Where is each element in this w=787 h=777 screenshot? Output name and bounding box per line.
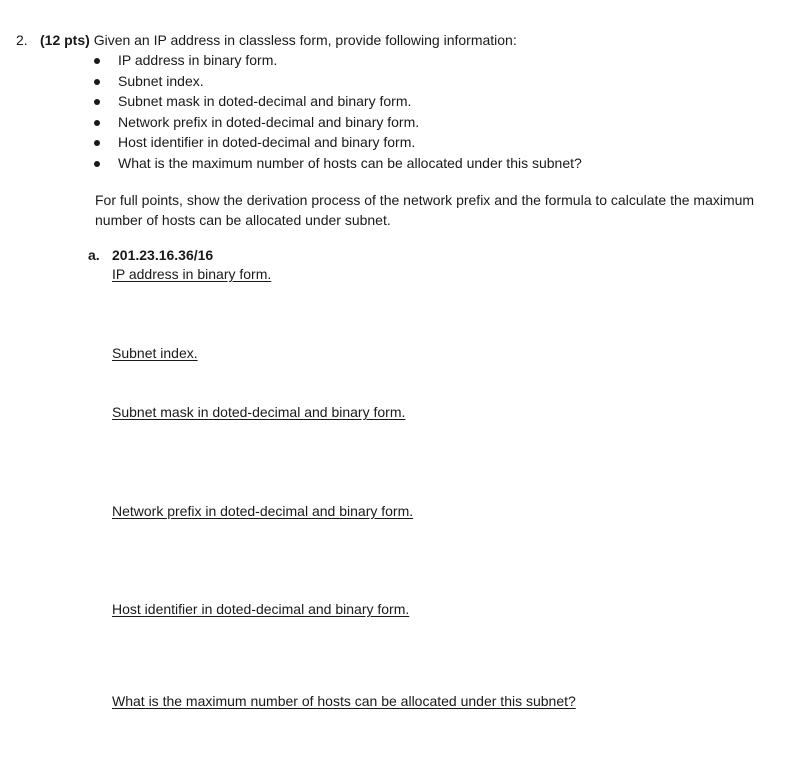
bullet-dot-icon <box>94 58 100 64</box>
question-number: 2. <box>16 32 28 48</box>
part-ip-address: 201.23.16.36/16 <box>112 247 214 263</box>
requirement-item: Host identifier in doted-decimal and binary form. <box>118 134 416 150</box>
part-label: a. <box>88 247 100 263</box>
bullet-dot-icon <box>94 79 100 85</box>
bullet-dot-icon <box>94 161 100 167</box>
instructions-paragraph: For full points, show the derivation process of the network prefix and the formula to calculate the maximum number of hosts can be allocated under subnet. <box>95 192 755 228</box>
requirement-item: Subnet mask in doted-decimal and binary form. <box>118 93 412 109</box>
requirement-item: Subnet index. <box>118 73 204 89</box>
requirement-item: IP address in binary form. <box>118 52 278 68</box>
section-subnet-mask: Subnet mask in doted-decimal and binary form. <box>112 404 406 420</box>
section-subnet-index: Subnet index. <box>112 345 198 361</box>
bullet-dot-icon <box>94 99 100 105</box>
bullet-dot-icon <box>94 120 100 126</box>
section-max-hosts: What is the maximum number of hosts can be allocated under this subnet? <box>112 693 576 709</box>
question-points: (12 pts) <box>40 32 90 48</box>
bullet-dot-icon <box>94 140 100 146</box>
question-heading <box>40 32 517 48</box>
requirement-item: Network prefix in doted-decimal and binary form. <box>118 114 420 130</box>
section-ip-binary: IP address in binary form. <box>112 266 272 282</box>
question-prompt: Given an IP address in classless form, provide following information: <box>93 32 517 48</box>
section-network-prefix: Network prefix in doted-decimal and binary form. <box>112 503 414 519</box>
requirement-item: What is the maximum number of hosts can be allocated under this subnet? <box>118 155 582 171</box>
section-host-identifier: Host identifier in doted-decimal and binary form. <box>112 601 410 617</box>
